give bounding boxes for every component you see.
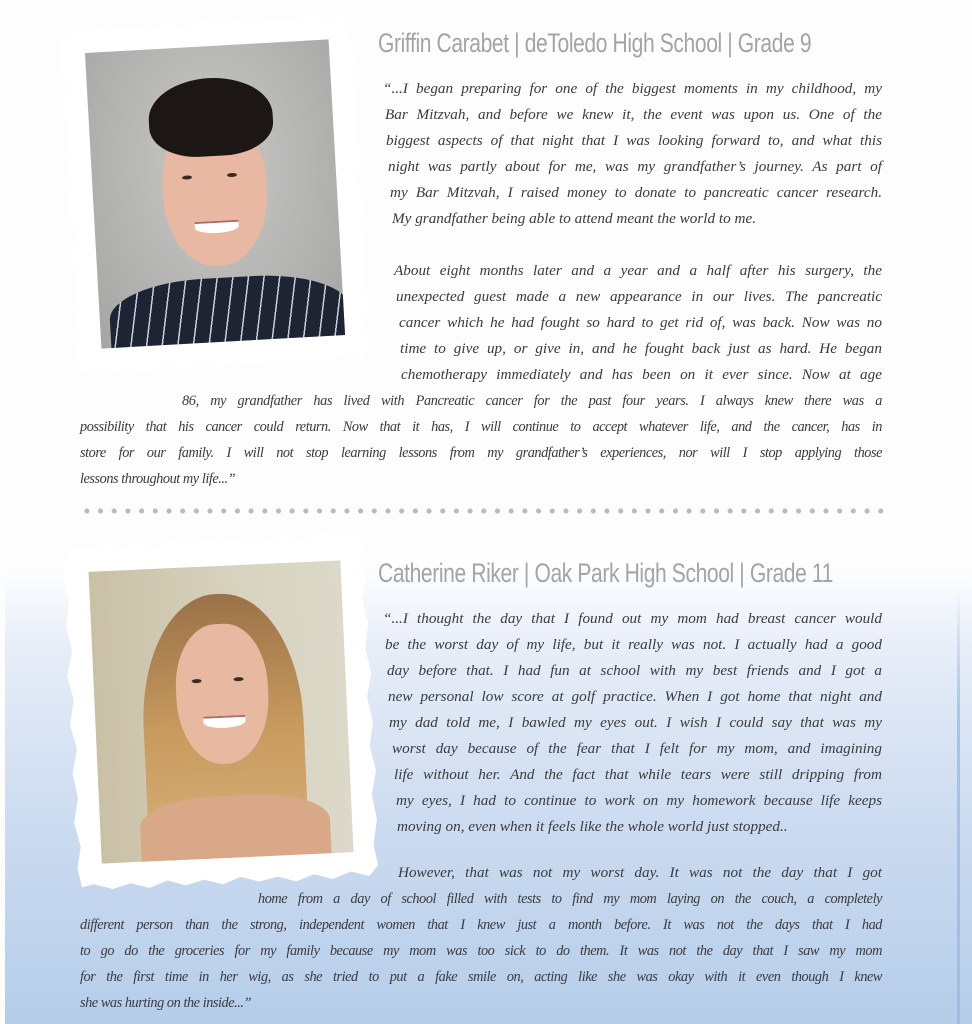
text-line: possibility that his cancer could return. Now that it has, I will continue to accept whatever life, and the cancer, has in [80, 419, 882, 435]
text-line: 86, my grandfather has lived with Pancreatic cancer for the past four years. I always knew there was a [182, 393, 882, 409]
text-line: my eyes, I had to continue to work on my homework because life keeps [396, 792, 882, 809]
text-line: my Bar Mitzvah, I raised money to donate to pancreatic cancer research. [390, 184, 882, 201]
text-line: lessons throughout my life...” [80, 471, 236, 487]
text-line: night was partly about for me, was my grandfather’s journey. As part of [388, 158, 882, 175]
text-line: different person than the strong, independent women that I knew just a month before. It was not the days that I had [80, 917, 882, 933]
text-line: day before that. I had fun at school with my best friends and I got a [387, 662, 882, 679]
text-line: biggest aspects of that night that I was looking forward to, and what this [386, 132, 882, 149]
text-line: store for our family. I will not stop learning lessons from my grandfather’s experiences, nor will I stop applying those [80, 445, 882, 461]
text-line: However, that was not my worst day. It was not the day that I got [398, 864, 882, 881]
text-line: Bar Mitzvah, and before we knew it, the event was upon us. One of the [385, 106, 882, 123]
text-line: for the first time in her wig, as she tried to put a fake smile on, acting like she was okay with it even though I knew [80, 969, 882, 985]
text-line: home from a day of school filled with tests to find my mom laying on the couch, a completely [258, 891, 882, 907]
essay-paragraph [80, 860, 882, 1016]
hair [147, 75, 275, 160]
text-line: cancer which he had fought so hard to get rid of, was back. Now was no [399, 314, 882, 331]
text-line: worst day because of the fear that I felt for my mom, and imagining [392, 740, 882, 757]
text-line: life without her. And the fact that while tears were still dripping from [394, 766, 882, 783]
text-line: be the worst day of my life, but it really was not. I actually had a good [385, 636, 882, 653]
profile-heading: Catherine Riker | Oak Park High School | Grade 11 [378, 558, 833, 588]
portrait-photo-girl [89, 560, 354, 863]
essay-paragraph [383, 606, 882, 840]
text-line: “...I began preparing for one of the biggest moments in my childhood, my [383, 80, 882, 97]
text-line: new personal low score at golf practice. When I got home that night and [388, 688, 882, 705]
text-line: time to give up, or give in, and he fought back just as hard. He began [400, 340, 882, 357]
page-edge-line [957, 590, 960, 1024]
dotted-divider [80, 508, 885, 514]
text-line: she was hurting on the inside...” [80, 995, 252, 1011]
text-line: chemotherapy immediately and has been on it ever since. Now at age [401, 366, 882, 383]
text-line: “...I thought the day that I found out my mom had breast cancer would [383, 610, 882, 627]
text-line: My grandfather being able to attend meant the world to me. [392, 210, 757, 227]
text-line: to go do the groceries for my family because my mom was too sick to do them. It was not the day that I saw my mom [80, 943, 882, 959]
essay-paragraph [80, 258, 882, 492]
essay-paragraph [383, 76, 882, 232]
text-line: moving on, even when it feels like the whole world just stopped.. [397, 818, 788, 835]
text-line: unexpected guest made a new appearance in our lives. The pancreatic [396, 288, 882, 305]
torn-photo-frame [60, 529, 382, 893]
text-line: my dad told me, I bawled my eyes out. I wish I could say that was my [389, 714, 882, 731]
text-line: About eight months later and a year and a half after his surgery, the [394, 262, 882, 279]
profile-heading: Griffin Carabet | deToledo High School | Grade 9 [378, 28, 812, 58]
